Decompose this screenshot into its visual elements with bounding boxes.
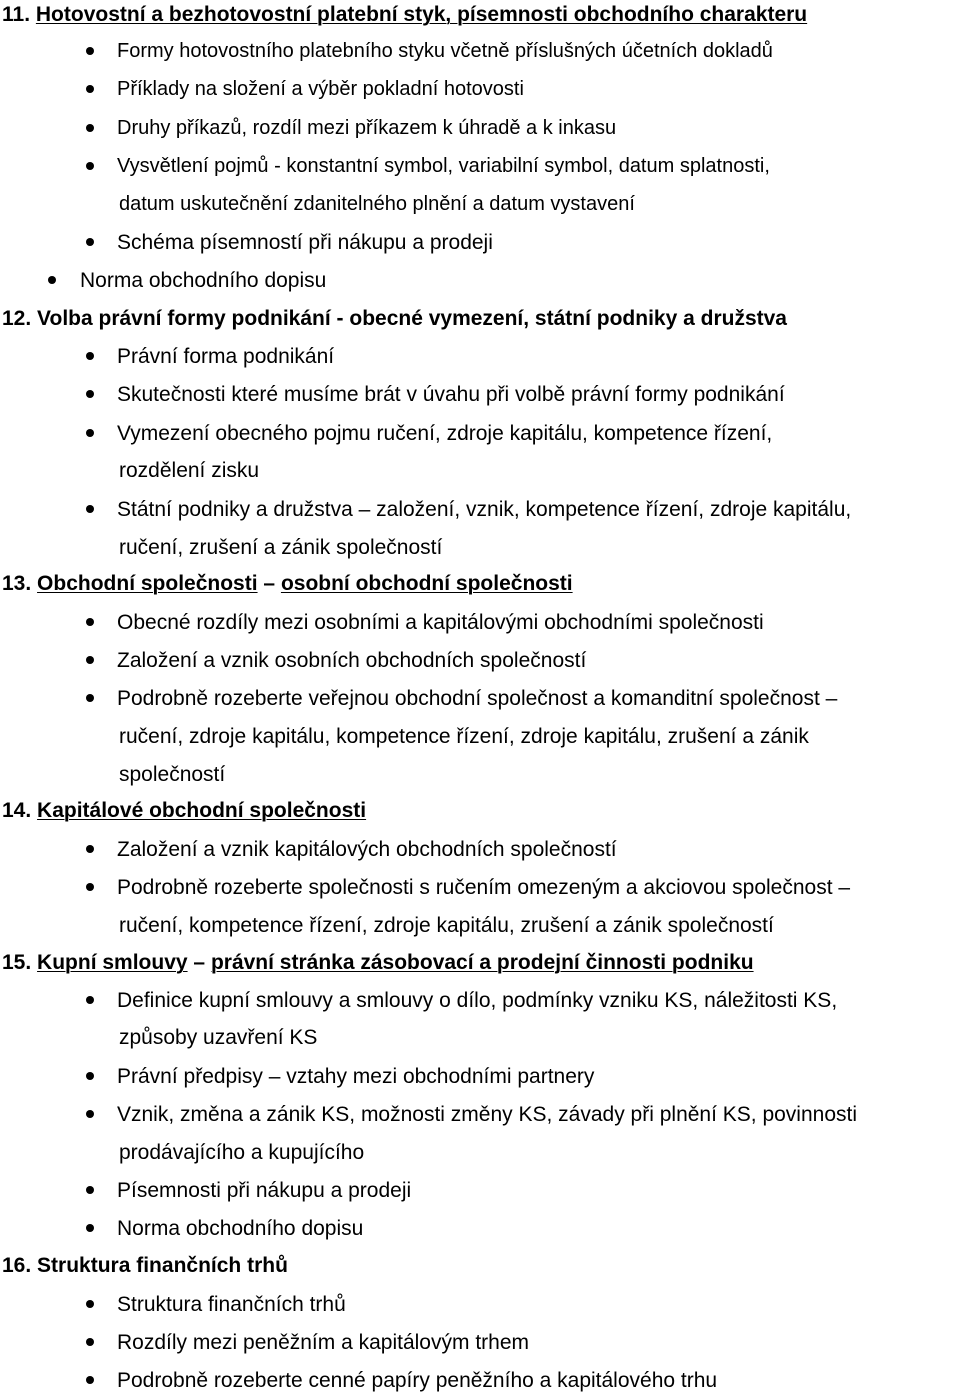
bullet-icon xyxy=(86,352,94,360)
list-item: Rozdíly mezi peněžním a kapitálovým trhem xyxy=(117,1331,529,1354)
bullet-icon xyxy=(48,276,56,284)
list-item-continuation: způsoby uzavření KS xyxy=(119,1026,318,1049)
list-item: Příklady na složení a výběr pokladní hotovosti xyxy=(117,78,524,100)
bullet-icon xyxy=(86,656,94,664)
section-13-title-part2: osobní obchodní společnosti xyxy=(280,572,573,595)
list-item: Obecné rozdíly mezi osobními a kapitálovými obchodními společnosti xyxy=(117,611,764,634)
section-12-number: 12. xyxy=(2,307,32,330)
bullet-icon xyxy=(86,883,94,891)
bullet-icon xyxy=(86,618,94,626)
section-15-heading xyxy=(2,952,754,973)
bullet-icon xyxy=(86,1224,94,1232)
list-item: Podrobně rozeberte společnosti s ručením omezeným a akciovou společnost – xyxy=(117,876,851,899)
bullet-icon xyxy=(86,1110,94,1118)
bullet-icon xyxy=(86,996,94,1004)
list-item: Druhy příkazů, rozdíl mezi příkazem k úhradě a k inkasu xyxy=(117,117,617,139)
bullet-icon xyxy=(86,1376,94,1384)
bullet-icon xyxy=(86,1186,94,1194)
section-13-number: 13. xyxy=(2,572,32,595)
list-item: Písemnosti při nákupu a prodeji xyxy=(117,1179,412,1202)
list-item-continuation: ručení, zrušení a zánik společností xyxy=(119,536,443,559)
bullet-icon xyxy=(86,390,94,398)
list-item-continuation: ručení, zdroje kapitálu, kompetence řízení, zdroje kapitálu, zrušení a zánik xyxy=(119,725,809,748)
list-item: Založení a vznik osobních obchodních společností xyxy=(117,649,587,672)
bullet-icon xyxy=(86,162,94,170)
list-item: Státní podniky a družstva – založení, vznik, kompetence řízení, zdroje kapitálu, xyxy=(117,498,852,521)
list-item: Norma obchodního dopisu xyxy=(80,269,327,292)
list-item: Právní předpisy – vztahy mezi obchodními partnery xyxy=(117,1065,595,1088)
list-item: Založení a vznik kapitálových obchodních společností xyxy=(117,838,617,861)
section-14-heading xyxy=(2,800,366,821)
section-13-heading xyxy=(2,573,573,594)
section-15-number: 15. xyxy=(2,951,32,974)
section-11-number: 11. xyxy=(2,3,31,26)
list-item: Vymezení obecného pojmu ručení, zdroje kapitálu, kompetence řízení, xyxy=(117,422,773,445)
bullet-icon xyxy=(86,1072,94,1080)
section-14-title: Kapitálové obchodní společnosti xyxy=(37,799,367,822)
list-item: Podrobně rozeberte cenné papíry peněžního a kapitálového trhu xyxy=(117,1369,718,1392)
list-item: Vysvětlení pojmů - konstantní symbol, variabilní symbol, datum splatnosti, xyxy=(117,155,770,177)
list-item-continuation: datum uskutečnění zdanitelného plnění a datum vystavení xyxy=(119,193,635,215)
bullet-icon xyxy=(86,47,94,55)
list-item: Vznik, změna a zánik KS, možnosti změny KS, závady při plnění KS, povinnosti xyxy=(117,1103,858,1126)
list-item-continuation: společností xyxy=(119,763,226,786)
section-11-heading xyxy=(2,4,957,25)
section-16-number: 16. xyxy=(2,1254,32,1277)
list-item-continuation: ručení, kompetence řízení, zdroje kapitálu, zrušení a zánik společností xyxy=(119,914,774,937)
section-13-title-dash: – xyxy=(263,572,276,595)
bullet-icon xyxy=(86,845,94,853)
list-item: Definice kupní smlouvy a smlouvy o dílo, podmínky vzniku KS, náležitosti KS, xyxy=(117,989,838,1012)
bullet-icon xyxy=(86,124,94,132)
section-16-heading xyxy=(2,1255,288,1276)
list-item: Skutečnosti které musíme brát v úvahu při volbě právní formy podnikání xyxy=(117,383,785,406)
bullet-icon xyxy=(86,238,94,246)
bullet-icon xyxy=(86,694,94,702)
bullet-icon xyxy=(86,429,94,437)
section-13-title-part1: Obchodní společnosti xyxy=(37,572,258,595)
list-item-continuation: prodávajícího a kupujícího xyxy=(119,1141,365,1164)
section-15-title-part2: právní stránka zásobovací a prodejní činnosti podniku xyxy=(210,951,754,974)
bullet-icon xyxy=(86,1338,94,1346)
section-12-title: Volba právní formy podnikání - obecné vymezení, státní podniky a družstva xyxy=(37,307,787,330)
list-item-continuation: rozdělení zisku xyxy=(119,459,260,482)
list-item: Podrobně rozeberte veřejnou obchodní společnost a komanditní společnost – xyxy=(117,687,838,710)
section-15-title-dash: – xyxy=(193,951,206,974)
list-item: Struktura finančních trhů xyxy=(117,1293,346,1316)
section-12-heading xyxy=(2,308,787,329)
list-item: Norma obchodního dopisu xyxy=(117,1217,364,1240)
bullet-icon xyxy=(86,505,94,513)
bullet-icon xyxy=(86,1300,94,1308)
section-14-number: 14. xyxy=(2,799,32,822)
section-16-title: Struktura finančních trhů xyxy=(37,1254,288,1277)
list-item: Schéma písemností při nákupu a prodeji xyxy=(117,231,493,254)
list-item: Formy hotovostního platebního styku včetně příslušných účetních dokladů xyxy=(117,40,773,62)
bullet-icon xyxy=(86,85,94,93)
list-item: Právní forma podnikání xyxy=(117,345,335,368)
section-11-title: Hotovostní a bezhotovostní platební styk, písemnosti obchodního charakteru xyxy=(35,3,808,26)
section-15-title-part1: Kupní smlouvy xyxy=(37,951,188,974)
